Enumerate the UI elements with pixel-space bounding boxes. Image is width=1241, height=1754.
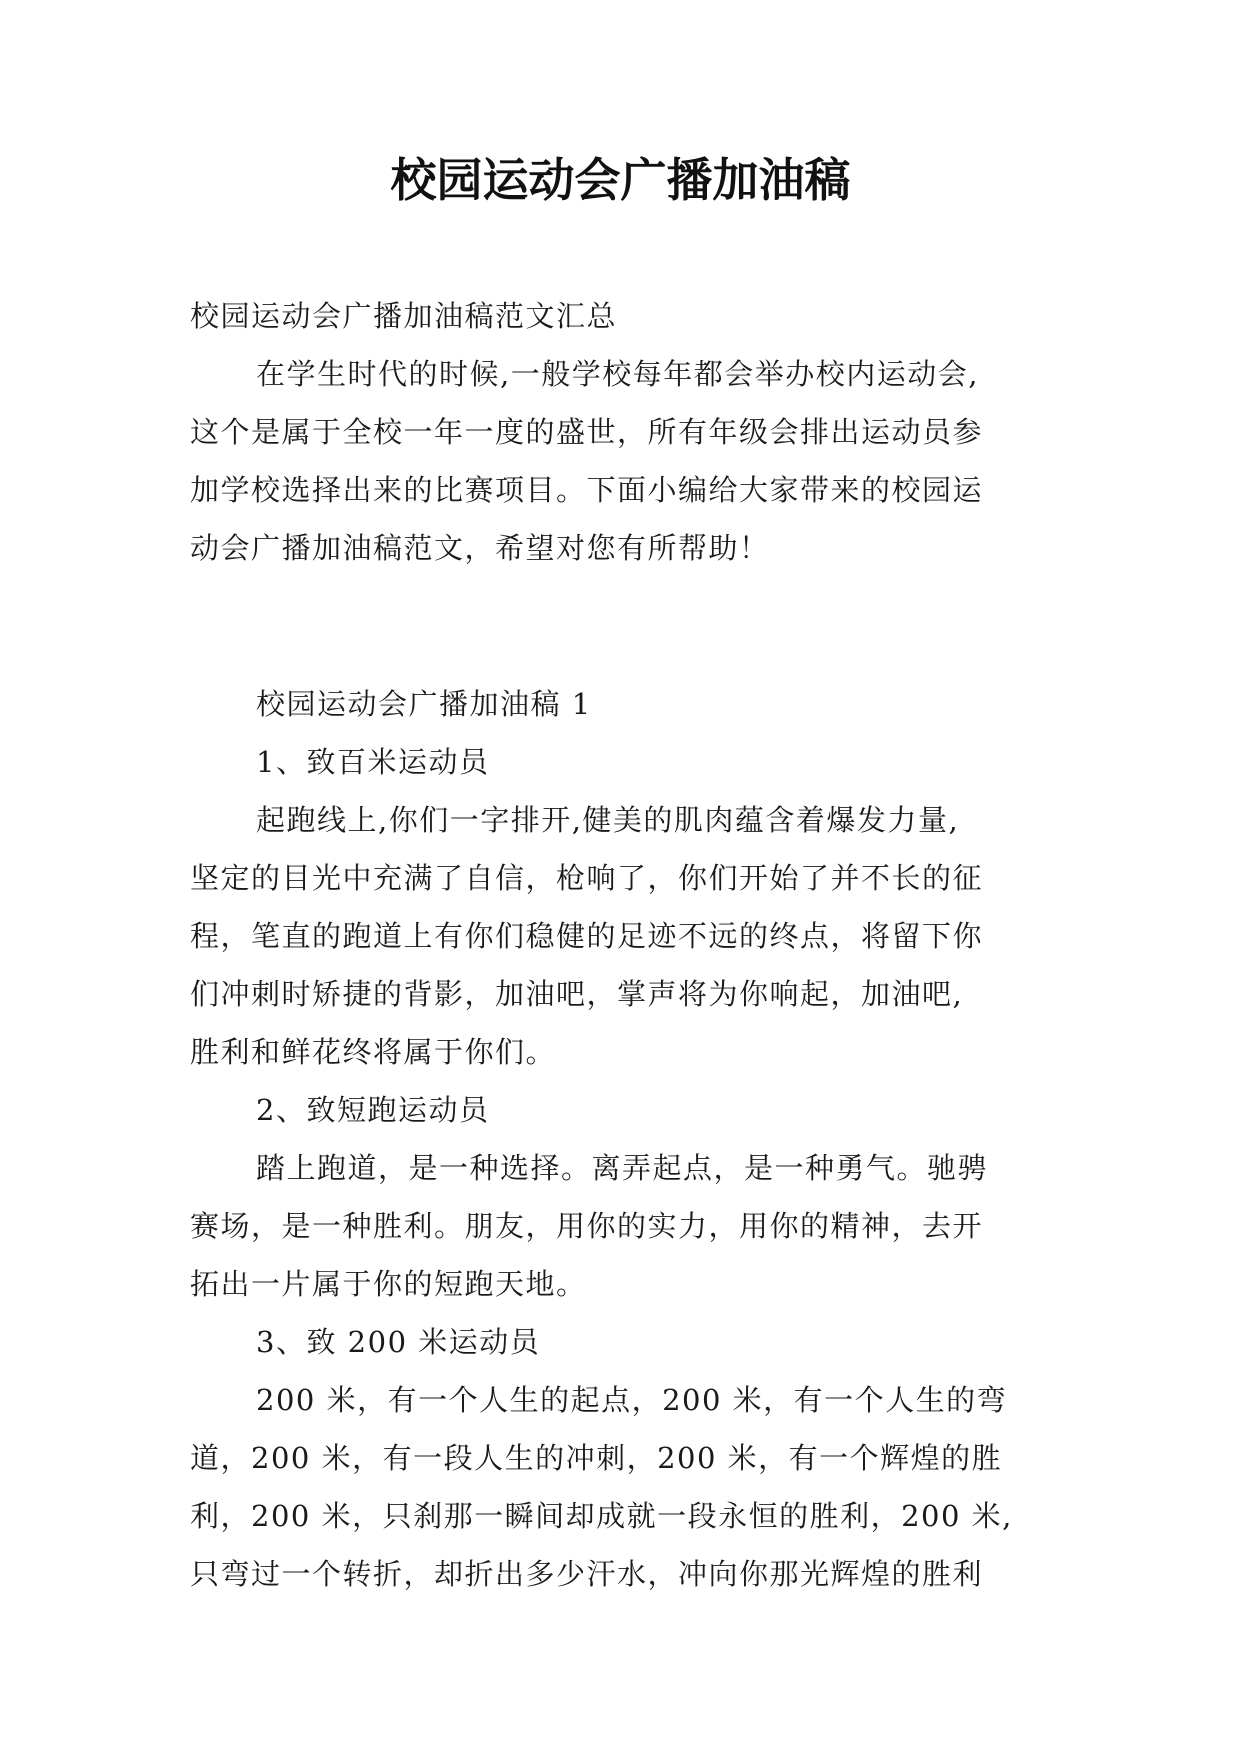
text-line: 拓出一片属于你的短跑天地。 [190, 1267, 587, 1301]
text-line: 3、致 200 米运动员 [256, 1325, 541, 1359]
text-line: 这个是属于全校一年一度的盛世，所有年级会排出运动员参 [190, 415, 984, 449]
paragraph-gap [190, 593, 1060, 659]
text-line: 道，200 米，有一段人生的冲刺，200 米，有一个辉煌的胜 [190, 1441, 1003, 1475]
text-line: 动会广播加油稿范文，希望对您有所帮助！ [190, 531, 770, 565]
text-line: 校园运动会广播加油稿范文汇总 [190, 299, 618, 333]
text-line: 只弯过一个转折，却折出多少汗水，冲向你那光辉煌的胜利 [190, 1557, 984, 1591]
document-body [190, 287, 1060, 1603]
text-line: 校园运动会广播加油稿 1 [256, 687, 592, 721]
text-line: 加学校选择出来的比赛项目。下面小编给大家带来的校园运 [190, 473, 984, 507]
text-line: 2、致短跑运动员 [256, 1093, 490, 1127]
text-line: 200 米，有一个人生的起点，200 米，有一个人生的弯 [256, 1383, 1008, 1417]
text-line: 胜利和鲜花终将属于你们。 [190, 1035, 557, 1069]
text-line: 1、致百米运动员 [256, 745, 490, 779]
text-line: 利，200 米，只刹那一瞬间却成就一段永恒的胜利，200 米, [190, 1499, 1013, 1533]
text-line: 赛场，是一种胜利。朋友，用你的实力，用你的精神，去开 [190, 1209, 984, 1243]
text-line: 程，笔直的跑道上有你们稳健的足迹不远的终点，将留下你 [190, 919, 984, 953]
text-line: 起跑线上,你们一字排开,健美的肌肉蕴含着爆发力量, [256, 803, 960, 837]
document-title: 校园运动会广播加油稿 [390, 153, 851, 207]
text-line: 在学生时代的时候,一般学校每年都会举办校内运动会, [256, 357, 979, 391]
text-line: 坚定的目光中充满了自信，枪响了，你们开始了并不长的征 [190, 861, 984, 895]
text-line: 踏上跑道，是一种选择。离弄起点，是一种勇气。驰骋 [256, 1151, 989, 1185]
text-line: 们冲刺时矫捷的背影，加油吧，掌声将为你响起，加油吧, [190, 977, 964, 1011]
